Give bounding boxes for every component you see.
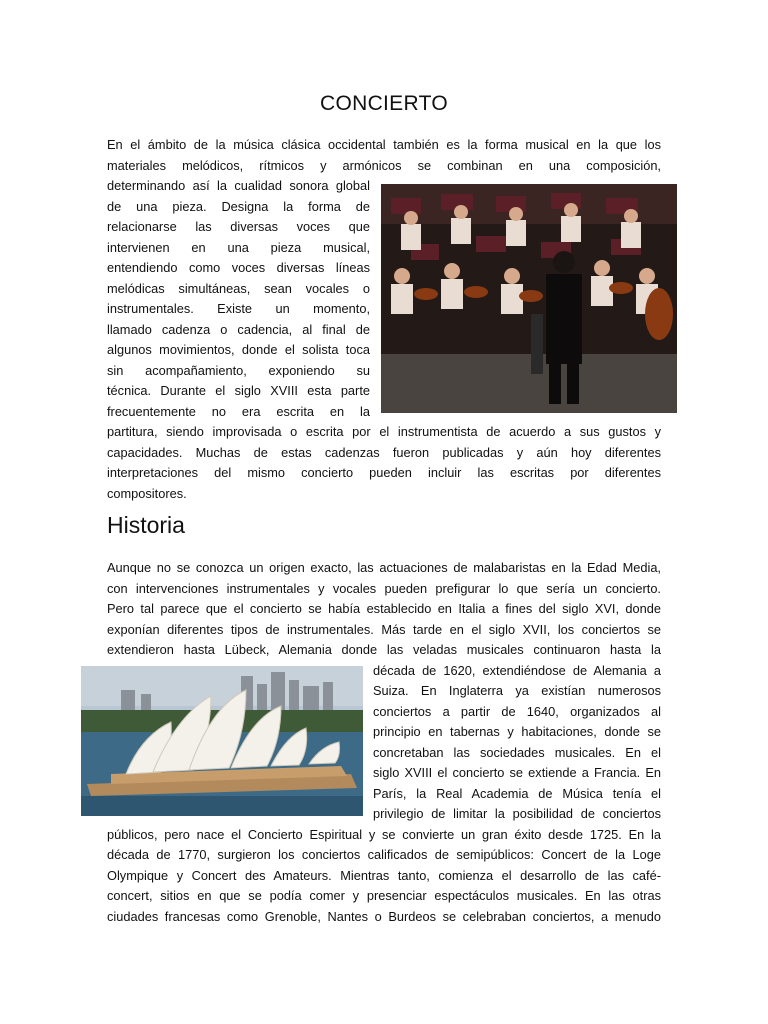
paragraph-line: siglo XVIII el concierto se extiende a Francia. En [373, 765, 661, 780]
orchestra-photo [381, 184, 677, 413]
paragraph-line: relacionarse las diversas voces que [107, 219, 370, 234]
paragraph-line: extendieron hasta Lübeck, Alemania donde las veladas musicales continuaron hasta la [107, 642, 661, 657]
paragraph-line: concretaban las sociedades musicales. En el [373, 744, 661, 760]
paragraph-line: frecuentemente no era escrita en la [107, 403, 370, 419]
paragraph-line: década de 1620, extendiéndose de Alemania a [373, 662, 661, 678]
paragraph-line: concert, sitios en que se podía comer y presenciar espectáculos musicales. En las otras [107, 888, 661, 903]
paragraph-line: técnica. Durante el siglo XVIII esta parte [107, 383, 370, 398]
paragraph-line: En el ámbito de la música clásica occidental también es la forma musical en la que los [107, 137, 661, 152]
paragraph-line: capacidades. Muchas de estas cadenzas fueron publicadas y aún hoy diferentes [107, 444, 661, 460]
paragraph-line: principio en tabernas y habitaciones, donde se [373, 724, 661, 739]
paragraph-line: ciudades francesas como Grenoble, Nantes o Burdeos se celebraban conciertos, a menudo [107, 908, 661, 924]
opera-house-photo [81, 666, 363, 816]
paragraph-line: con intervenciones instrumentales y vocales pueden prefigurar lo que sería un concierto. [107, 580, 661, 596]
paragraph-line: Suiza. En Inglaterra ya existían numerosos [373, 683, 661, 698]
paragraph-line: década de 1770, surgieron los conciertos calificados de semipúblicos: Concert de la Loge [107, 847, 661, 862]
paragraph-line: privilegio de limitar la posibilidad de conciertos [373, 806, 661, 821]
section-heading: Historia [107, 512, 185, 538]
paragraph-line: públicos, pero nace el Concierto Espiritual y se convierte un gran éxito desde 1725. En la [107, 826, 661, 842]
paragraph-line: instrumentales. Existe un momento, [107, 301, 370, 316]
page-title: CONCIERTO [320, 92, 448, 115]
paragraph-line: interpretaciones del mismo concierto pueden incluir las escritas por diferentes [107, 465, 661, 480]
paragraph-line: Olympique y Concert des Amateurs. Mientras tanto, comienza el desarrollo de las café- [107, 867, 661, 883]
paragraph-line: llamado cadenza o cadencia, al final de [107, 321, 370, 337]
paragraph-line: compositores. [107, 485, 187, 501]
paragraph-line: partitura, siendo improvisada o escrita por el instrumentista de acuerdo a sus gustos y [107, 424, 661, 439]
paragraph-line: sin acompañamiento, exponiendo su [107, 362, 370, 378]
paragraph-line: intervienen en una pieza musical, [107, 239, 370, 255]
paragraph-line: París, la Real Academia de Música tenía el [373, 785, 661, 801]
paragraph-line: conciertos a partir de 1640, organizados al [373, 703, 661, 719]
paragraph-line: melódicas simultáneas, sean vocales o [107, 280, 370, 296]
paragraph-line: entendiendo como voces diversas líneas [107, 260, 370, 275]
paragraph-line: materiales melódicos, rítmicos y armónicos se combinan en una composición, [107, 157, 661, 173]
paragraph-line: exponían diferentes tipos de instrumentales. Más tarde en el siglo XVII, los conciertos se [107, 621, 661, 637]
paragraph-line: determinando así la cualidad sonora global [107, 178, 370, 193]
paragraph-line: Aunque no se conozca un origen exacto, las actuaciones de malabaristas en la Edad Media, [107, 560, 661, 575]
paragraph-line: Pero tal parece que el concierto se había establecido en Italia a fines del siglo XVI, donde [107, 601, 661, 616]
paragraph-line: algunos movimientos, donde el solista toca [107, 342, 370, 357]
paragraph-line: de una pieza. Designa la forma de [107, 198, 370, 214]
